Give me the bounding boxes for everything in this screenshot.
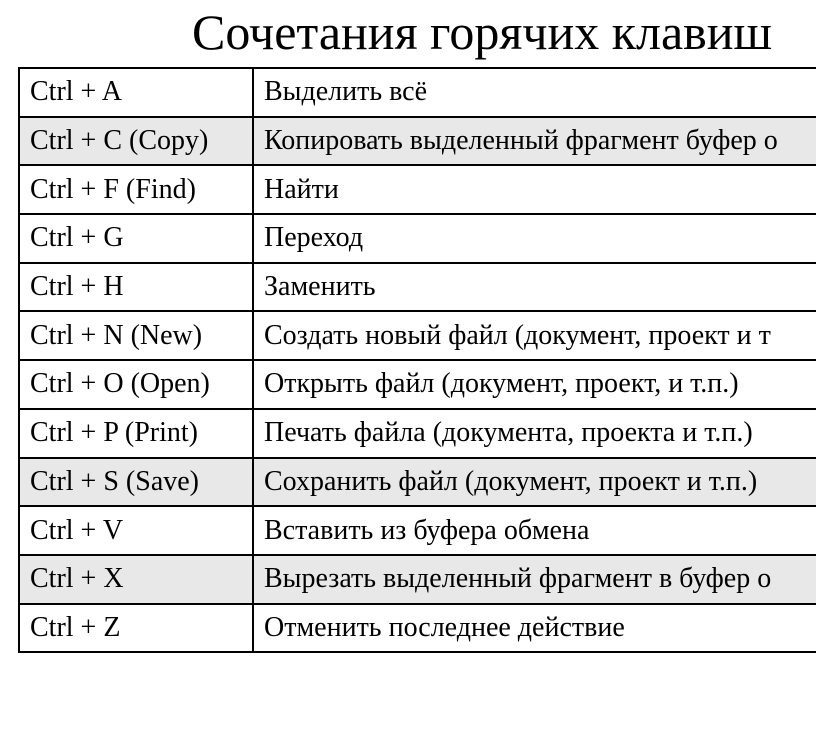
shortcut-key-cell: Ctrl + V	[19, 506, 253, 555]
shortcut-key-cell: Ctrl + N (New)	[19, 311, 253, 360]
table-row	[19, 604, 816, 653]
table-row	[19, 506, 816, 555]
table-row	[19, 117, 816, 166]
table-row	[19, 214, 816, 263]
page-title: Сочетания горячих клавиш	[192, 4, 773, 60]
shortcut-key-cell: Ctrl + A	[19, 68, 253, 117]
shortcut-action-cell: Открыть файл (документ, проект, и т.п.)	[253, 360, 816, 409]
shortcut-action-cell: Печать файла (документа, проекта и т.п.)	[253, 409, 816, 458]
shortcut-action-cell: Вырезать выделенный фрагмент в буфер о	[253, 555, 816, 604]
table-row	[19, 165, 816, 214]
shortcut-action-cell: Переход	[253, 214, 816, 263]
shortcut-key-cell: Ctrl + Z	[19, 604, 253, 653]
shortcut-action-cell: Найти	[253, 165, 816, 214]
shortcut-action-cell: Заменить	[253, 263, 816, 312]
table-row	[19, 68, 816, 117]
shortcut-action-cell: Вставить из буфера обмена	[253, 506, 816, 555]
shortcuts-table-body	[19, 68, 816, 652]
shortcut-key-cell: Ctrl + O (Open)	[19, 360, 253, 409]
table-row	[19, 458, 816, 507]
shortcut-key-cell: Ctrl + S (Save)	[19, 458, 253, 507]
shortcut-key-cell: Ctrl + H	[19, 263, 253, 312]
shortcut-action-cell: Отменить последнее действие	[253, 604, 816, 653]
shortcut-key-cell: Ctrl + F (Find)	[19, 165, 253, 214]
shortcut-key-cell: Ctrl + P (Print)	[19, 409, 253, 458]
table-row	[19, 555, 816, 604]
table-row	[19, 311, 816, 360]
shortcut-key-cell: Ctrl + G	[19, 214, 253, 263]
shortcut-action-cell: Копировать выделенный фрагмент буфер о	[253, 117, 816, 166]
shortcuts-table	[18, 67, 816, 653]
table-row	[19, 360, 816, 409]
shortcut-action-cell: Создать новый файл (документ, проект и т	[253, 311, 816, 360]
shortcut-action-cell: Выделить всё	[253, 68, 816, 117]
shortcut-key-cell: Ctrl + C (Copy)	[19, 117, 253, 166]
table-row	[19, 263, 816, 312]
shortcut-action-cell: Сохранить файл (документ, проект и т.п.)	[253, 458, 816, 507]
shortcut-key-cell: Ctrl + X	[19, 555, 253, 604]
table-row	[19, 409, 816, 458]
